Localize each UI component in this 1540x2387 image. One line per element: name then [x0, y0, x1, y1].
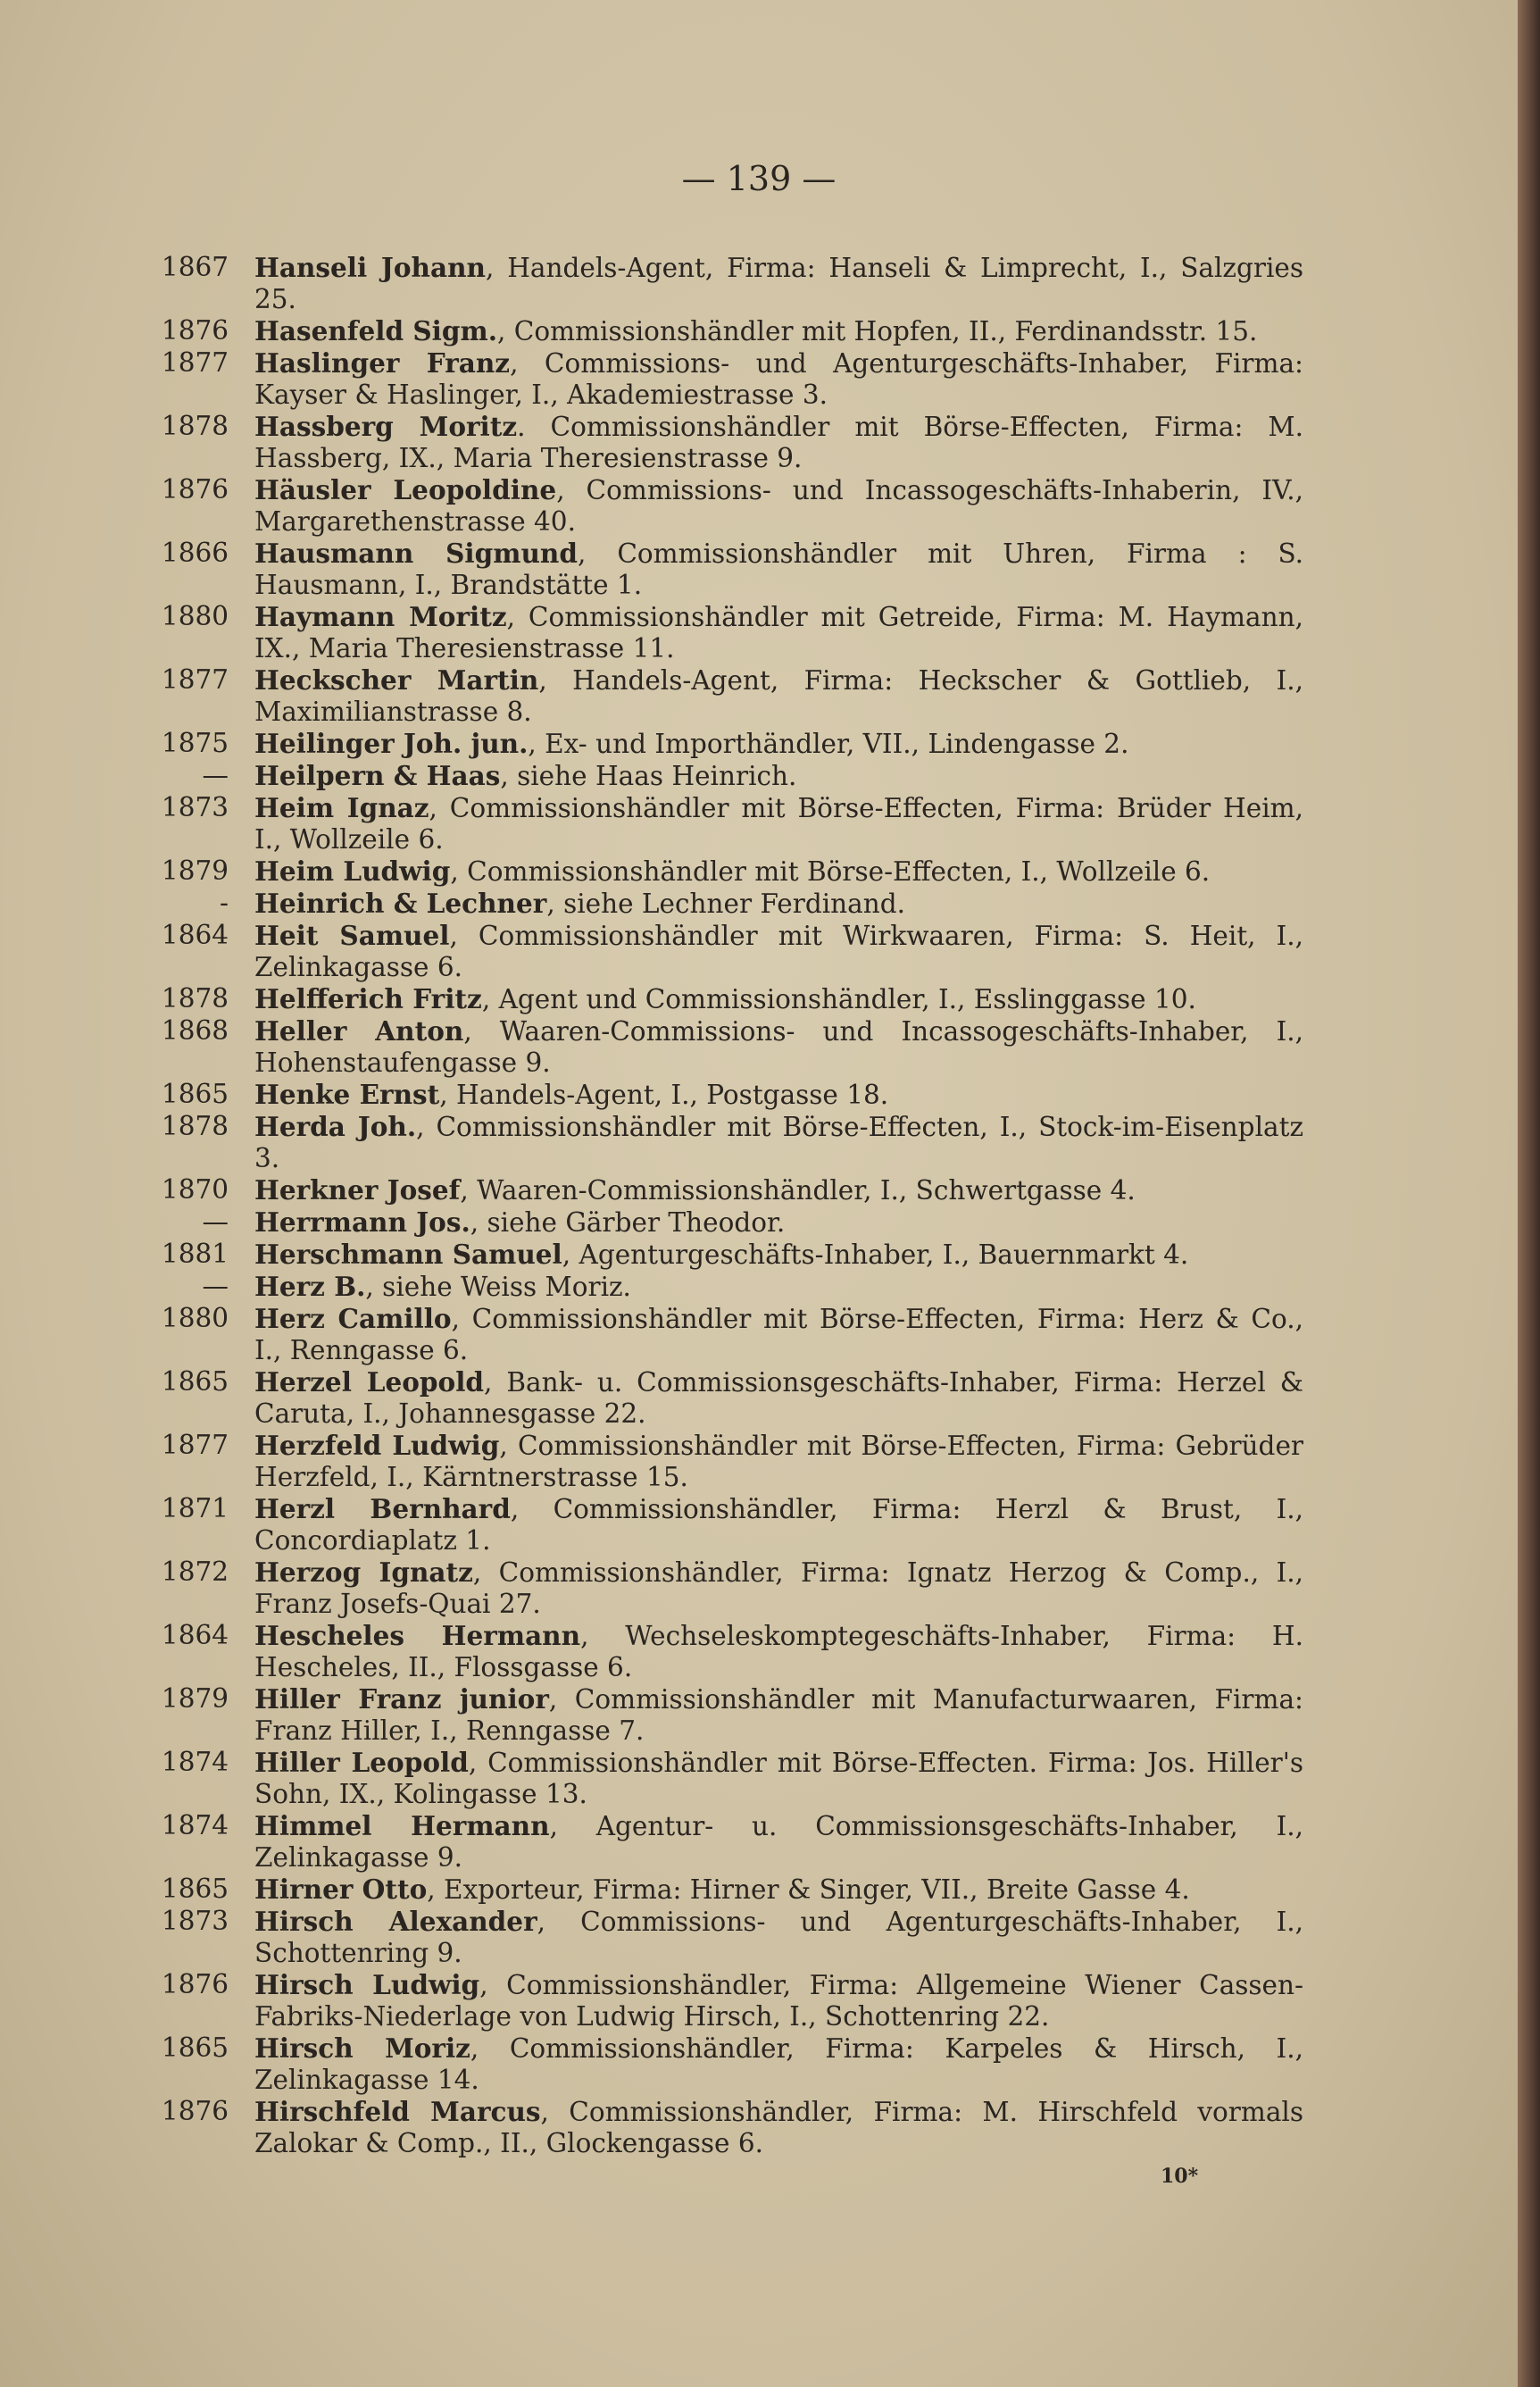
entry-text [254, 474, 1303, 538]
entry-text [254, 347, 1303, 411]
entry-text [254, 411, 1303, 474]
entry-text [254, 1015, 1303, 1079]
entry-text [254, 1683, 1303, 1747]
list-item [152, 474, 1303, 538]
entry-name: Hasenfeld Sigm. [254, 315, 497, 346]
entry-year: 1879 [161, 855, 229, 886]
entry-text [254, 1906, 1303, 1969]
entry-text [254, 601, 1303, 664]
list-item [152, 1747, 1303, 1810]
entry-description: , siehe Haas Heinrich. [500, 761, 797, 791]
entry-description: , Bank- u. Commissionsgeschäfts-Inhaber, Firma: Herzel & Caruta, I., Johannesgasse 22. [254, 1367, 1303, 1429]
entry-name: Herzfeld Ludwig [254, 1430, 500, 1461]
list-item [152, 1206, 1303, 1239]
entry-text [254, 1239, 1303, 1271]
entry-name: Herzl Bernhard [254, 1493, 511, 1524]
entry-name: Haslinger Franz [254, 347, 511, 379]
entry-name: Herz Camillo [254, 1303, 452, 1334]
list-item [152, 855, 1303, 888]
directory-list [152, 252, 1303, 2159]
list-item [152, 1015, 1303, 1079]
list-item [152, 411, 1303, 474]
entry-description: , Commissionshändler, Firma: Allgemeine Wiener Cassen-Fabriks-Niederlage von Ludwig Hirsch, I., Schottenring 22. [254, 1970, 1303, 2032]
entry-name: Herda Joh. [254, 1111, 417, 1142]
entry-description: , Handels-Agent, I., Postgasse 18. [439, 1080, 889, 1110]
entry-text [254, 728, 1303, 760]
list-item [152, 1874, 1303, 1906]
entry-text [254, 1969, 1303, 2032]
list-item [152, 252, 1303, 315]
list-item [152, 1810, 1303, 1874]
entry-year: 1878 [161, 1111, 229, 1141]
page-number: — 139 — [681, 159, 837, 198]
entry-description: , Exporteur, Firma: Hirner & Singer, VII., Breite Gasse 4. [427, 1874, 1190, 1905]
entry-year: 1875 [161, 728, 229, 758]
list-item [152, 538, 1303, 601]
entry-description: , Handels-Agent, Firma: Heckscher & Gottlieb, I., Maximilianstrasse 8. [254, 665, 1303, 727]
entry-text [254, 2032, 1303, 2096]
list-item [152, 920, 1303, 983]
entry-year: 1865 [161, 1874, 229, 1904]
list-item [152, 1620, 1303, 1683]
entry-name: Himmel Hermann [254, 1810, 550, 1841]
list-item [152, 1906, 1303, 1969]
entry-year: 1881 [161, 1239, 229, 1269]
entry-name: Hiller Leopold [254, 1747, 469, 1778]
entry-description: , Waaren-Commissions- und Incassogeschäfts-Inhaber, I., Hohenstaufengasse 9. [254, 1016, 1303, 1078]
entry-description: , Commissionshändler mit Börse-Effecten, I., Stock-im-Eisenplatz 3. [254, 1112, 1303, 1173]
entry-year: 1876 [161, 1969, 229, 1999]
entry-year: 1864 [161, 920, 229, 950]
entry-year: — [202, 1271, 229, 1301]
entry-description: , siehe Gärber Theodor. [470, 1207, 786, 1238]
entry-name: Haymann Moritz [254, 601, 507, 632]
entry-description: , Commissionshändler, Firma: Herzl & Brust, I., Concordiaplatz 1. [254, 1494, 1303, 1556]
entry-name: Herzog Ignatz [254, 1557, 473, 1588]
list-item [152, 2032, 1303, 2096]
entry-name: Herz B. [254, 1271, 366, 1302]
entry-year: 1877 [161, 664, 229, 695]
list-item [152, 601, 1303, 664]
entry-year: 1865 [161, 1079, 229, 1109]
entry-text [254, 1079, 1303, 1111]
entry-name: Heilpern & Haas [254, 760, 501, 791]
entry-text [254, 2096, 1303, 2159]
entry-name: Heller Anton [254, 1015, 464, 1047]
entry-description: , siehe Lechner Ferdinand. [546, 889, 906, 919]
entry-description: , Ex- und Importhändler, VII., Lindengasse 2. [528, 729, 1129, 759]
entry-description: , Wechseleskomptegeschäfts-Inhaber, Firma: H. Hescheles, II., Flossgasse 6. [254, 1621, 1303, 1682]
entry-name: Helfferich Fritz [254, 983, 482, 1014]
entry-description: , Commissionshändler, Firma: Karpeles & Hirsch, I., Zelinkagasse 14. [254, 2033, 1303, 2095]
entry-description: , Commissionshändler mit Börse-Effecten, I., Wollzeile 6. [450, 856, 1211, 887]
entry-text [254, 1557, 1303, 1620]
entry-year: 1880 [161, 1303, 229, 1333]
entry-year: — [202, 1206, 229, 1237]
entry-description: , Commissionshändler mit Börse-Effecten. Firma: Jos. Hiller's Sohn, IX., Kolingasse 13. [254, 1748, 1303, 1809]
entry-year: 1865 [161, 1366, 229, 1397]
entry-year: 1876 [161, 2096, 229, 2126]
entry-year: 1877 [161, 1430, 229, 1460]
entry-description: , Commissionshändler mit Hopfen, II., Ferdinandsstr. 15. [497, 316, 1258, 346]
list-item [152, 1557, 1303, 1620]
list-item [152, 1239, 1303, 1271]
entry-name: Hescheles Hermann [254, 1620, 581, 1651]
entry-name: Herschmann Samuel [254, 1239, 562, 1270]
list-item [152, 1111, 1303, 1174]
entry-name: Hassberg Moritz [254, 411, 518, 442]
entry-name: Hirner Otto [254, 1874, 428, 1905]
list-item [152, 1430, 1303, 1493]
entry-name: Hirschfeld Marcus [254, 2096, 541, 2127]
entry-name: Hirsch Alexander [254, 1906, 537, 1937]
entry-name: Heinrich & Lechner [254, 888, 547, 919]
entry-year: - [220, 888, 229, 918]
entry-description: , Agenturgeschäfts-Inhaber, I., Bauernmarkt 4. [562, 1239, 1189, 1270]
entry-text [254, 792, 1303, 855]
entry-year: 1880 [161, 601, 229, 631]
list-item [152, 983, 1303, 1015]
entry-year: 1873 [161, 792, 229, 822]
entry-name: Heckscher Martin [254, 664, 539, 696]
entry-name: Heim Ignaz [254, 792, 429, 823]
entry-description: , Commissionshändler mit Uhren, Firma : S. Hausmann, I., Brandstätte 1. [254, 538, 1303, 600]
entry-description: , Commissionshändler mit Börse-Effecten, Firma: Gebrüder Herzfeld, I., Kärntnerstrasse 15. [254, 1431, 1304, 1492]
list-item [152, 1079, 1303, 1111]
entry-name: Henke Ernst [254, 1079, 440, 1110]
entry-year: 1878 [161, 411, 229, 441]
entry-text [254, 1174, 1303, 1206]
entry-year: 1879 [161, 1683, 229, 1714]
entry-year: 1866 [161, 538, 229, 568]
entry-description: , Commissions- und Incassogeschäfts-Inhaberin, IV., Margarethenstrasse 40. [254, 475, 1303, 537]
entry-text [254, 664, 1303, 728]
entry-description: , Agentur- u. Commissionsgeschäfts-Inhaber, I., Zelinkagasse 9. [254, 1811, 1303, 1873]
entry-description: , Commissions- und Agenturgeschäfts-Inhaber, Firma: Kayser & Haslinger, I., Akademiestrasse 3. [254, 348, 1303, 410]
entry-name: Hirsch Moriz [254, 2032, 470, 2064]
entry-name: Herzel Leopold [254, 1366, 485, 1398]
entry-text [254, 1271, 1303, 1303]
entry-name: Hausmann Sigmund [254, 538, 578, 569]
entry-name: Heit Samuel [254, 920, 450, 951]
entry-year: 1878 [161, 983, 229, 1014]
entry-year: 1868 [161, 1015, 229, 1046]
entry-year: 1864 [161, 1620, 229, 1650]
entry-text [254, 1206, 1303, 1239]
entry-description: , Commissionshändler, Firma: M. Hirschfeld vormals Zalokar & Comp., II., Glockengasse 6. [254, 2097, 1303, 2158]
entry-text [254, 315, 1303, 347]
list-item [152, 760, 1303, 792]
entry-text [254, 1810, 1303, 1874]
entry-description: , Commissionshändler mit Manufacturwaaren, Firma: Franz Hiller, I., Renngasse 7. [254, 1684, 1303, 1746]
list-item [152, 1303, 1303, 1366]
entry-name: Herrmann Jos. [254, 1206, 470, 1238]
entry-name: Herkner Josef [254, 1174, 461, 1206]
entry-text [254, 920, 1303, 983]
entry-year: 1874 [161, 1810, 229, 1840]
entry-name: Heim Ludwig [254, 855, 451, 887]
entry-text [254, 855, 1303, 888]
entry-text [254, 1303, 1303, 1366]
entry-year: 1873 [161, 1906, 229, 1936]
entry-text [254, 888, 1303, 920]
entry-text [254, 983, 1303, 1015]
entry-year: 1877 [161, 347, 229, 378]
entry-description: , Commissionshändler mit Börse-Effecten, Firma: Brüder Heim, I., Wollzeile 6. [254, 793, 1303, 855]
entry-description: , Waaren-Commissionshändler, I., Schwertgasse 4. [460, 1175, 1136, 1206]
entry-text [254, 760, 1303, 792]
entry-year: 1872 [161, 1557, 229, 1587]
entry-description: , Commissionshändler mit Börse-Effecten, Firma: Herz & Co., I., Renngasse 6. [254, 1304, 1304, 1365]
entry-text [254, 1874, 1303, 1906]
entry-description: , Agent und Commissionshändler, I., Esslinggasse 10. [481, 984, 1196, 1014]
entry-name: Hanseli Johann [254, 252, 487, 283]
entry-description: , siehe Weiss Moriz. [365, 1272, 631, 1302]
entry-description: , Handels-Agent, Firma: Hanseli & Limprecht, I., Salzgries 25. [254, 253, 1303, 314]
entry-text [254, 1111, 1303, 1174]
list-item [152, 347, 1303, 411]
list-item [152, 888, 1303, 920]
entry-name: Häusler Leopoldine [254, 474, 557, 505]
entry-description: , Commissionshändler mit Getreide, Firma: M. Haymann, IX., Maria Theresienstrasse 11. [254, 602, 1303, 664]
entry-description: , Commissions- und Agenturgeschäfts-Inhaber, I., Schottenring 9. [254, 1907, 1303, 1968]
list-item [152, 728, 1303, 760]
entry-year: 1874 [161, 1747, 229, 1777]
list-item [152, 1174, 1303, 1206]
book-spine [1518, 0, 1540, 2387]
entry-year: 1870 [161, 1174, 229, 1205]
entry-description: , Commissionshändler, Firma: Ignatz Herzog & Comp., I., Franz Josefs-Quai 27. [254, 1557, 1303, 1619]
entry-year: 1876 [161, 474, 229, 505]
entry-text [254, 1366, 1303, 1430]
list-item [152, 2096, 1303, 2159]
entry-description: . Commissionshändler mit Börse-Effecten, Firma: M. Hassberg, IX., Maria Theresienstrasse 9. [254, 412, 1304, 473]
entry-name: Hiller Franz junior [254, 1683, 549, 1715]
entry-text [254, 252, 1303, 315]
list-item [152, 792, 1303, 855]
list-item [152, 315, 1303, 347]
entry-year: — [202, 760, 229, 790]
entry-text [254, 1620, 1303, 1683]
signature-mark: 10* [1161, 2165, 1199, 2188]
entry-name: Heilinger Joh. jun. [254, 728, 529, 759]
list-item [152, 664, 1303, 728]
entry-name: Hirsch Ludwig [254, 1969, 480, 2000]
entry-text [254, 1493, 1303, 1557]
list-item [152, 1969, 1303, 2032]
list-item [152, 1493, 1303, 1557]
entry-year: 1867 [161, 252, 229, 282]
list-item [152, 1366, 1303, 1430]
list-item [152, 1271, 1303, 1303]
entry-year: 1871 [161, 1493, 229, 1523]
entry-text [254, 538, 1303, 601]
entry-year: 1876 [161, 315, 229, 346]
entry-description: , Commissionshändler mit Wirkwaaren, Firma: S. Heit, I., Zelinkagasse 6. [254, 921, 1303, 982]
list-item [152, 1683, 1303, 1747]
entry-text [254, 1430, 1303, 1493]
entry-text [254, 1747, 1303, 1810]
entry-year: 1865 [161, 2032, 229, 2063]
